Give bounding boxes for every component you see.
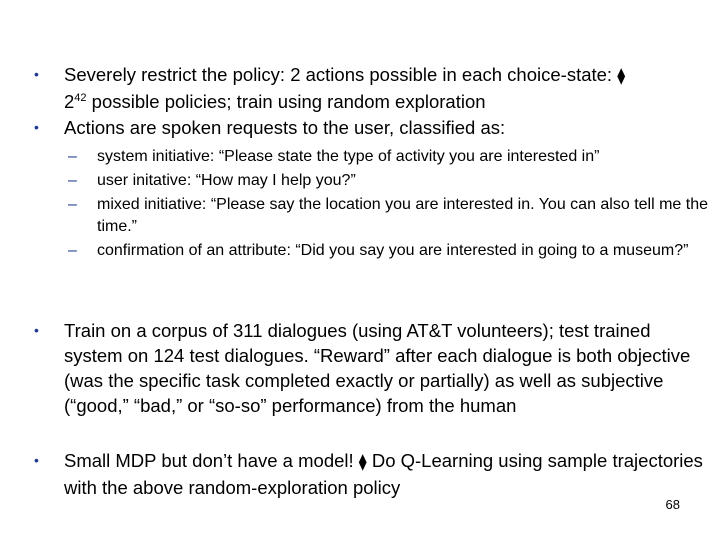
subitem-mixed-initiative bbox=[68, 194, 708, 238]
bullet-marker: • bbox=[34, 322, 39, 338]
exponent: 42 bbox=[74, 91, 87, 104]
exponent-base: 2 bbox=[64, 91, 75, 112]
bullet-text-part: Do Q-Learning using sample trajectories with the above random-exploration policy bbox=[64, 450, 703, 498]
dash-marker: – bbox=[68, 148, 77, 165]
subitem-system-initiative bbox=[68, 146, 708, 168]
bullet-policy-restriction bbox=[34, 62, 704, 114]
subitem-text: mixed initiative: “Please say the location you are interested in. You can also tell me the time.” bbox=[97, 196, 709, 235]
bullet-marker: • bbox=[34, 66, 39, 82]
dash-marker: – bbox=[68, 172, 77, 189]
dash-marker: – bbox=[68, 196, 77, 213]
bullet-text-part: possible policies; train using random exploration bbox=[86, 91, 486, 112]
bullet-text: Train on a corpus of 311 dialogues (using AT&T volunteers); test trained system on 124 test dialogues. “Reward” after each dialogue is both objective (was the specific task completed exactly or partially) as well as subjective (“good,” “bad,” or “so-so” performance) from the human bbox=[64, 320, 691, 416]
bullet-training-corpus bbox=[34, 318, 704, 418]
bullet-text bbox=[64, 448, 704, 500]
bullet-text-part: Small MDP but don’t have a model! bbox=[64, 450, 359, 471]
bullet-text bbox=[64, 62, 704, 114]
bullet-text: Actions are spoken requests to the user, classified as: bbox=[64, 117, 506, 138]
diamond-icon: ⧫ bbox=[617, 68, 626, 85]
bullet-marker: • bbox=[34, 119, 39, 135]
bullet-actions bbox=[34, 115, 704, 140]
subitem-text: confirmation of an attribute: “Did you say you are interested in going to a museum?” bbox=[97, 242, 689, 259]
subitem-text: system initiative: “Please state the type of activity you are interested in” bbox=[97, 148, 600, 165]
bullet-marker: • bbox=[34, 452, 39, 468]
subitem-user-initiative bbox=[68, 170, 708, 192]
subitem-text: user initative: “How may I help you?” bbox=[97, 172, 356, 189]
diamond-icon: ⧫ bbox=[358, 454, 367, 471]
subitem-confirmation bbox=[68, 240, 708, 262]
page-number: 68 bbox=[665, 497, 680, 512]
bullet-text-part: Severely restrict the policy: 2 actions possible in each choice-state: bbox=[64, 64, 618, 85]
bullet-q-learning bbox=[34, 448, 704, 500]
dash-marker: – bbox=[68, 242, 77, 259]
